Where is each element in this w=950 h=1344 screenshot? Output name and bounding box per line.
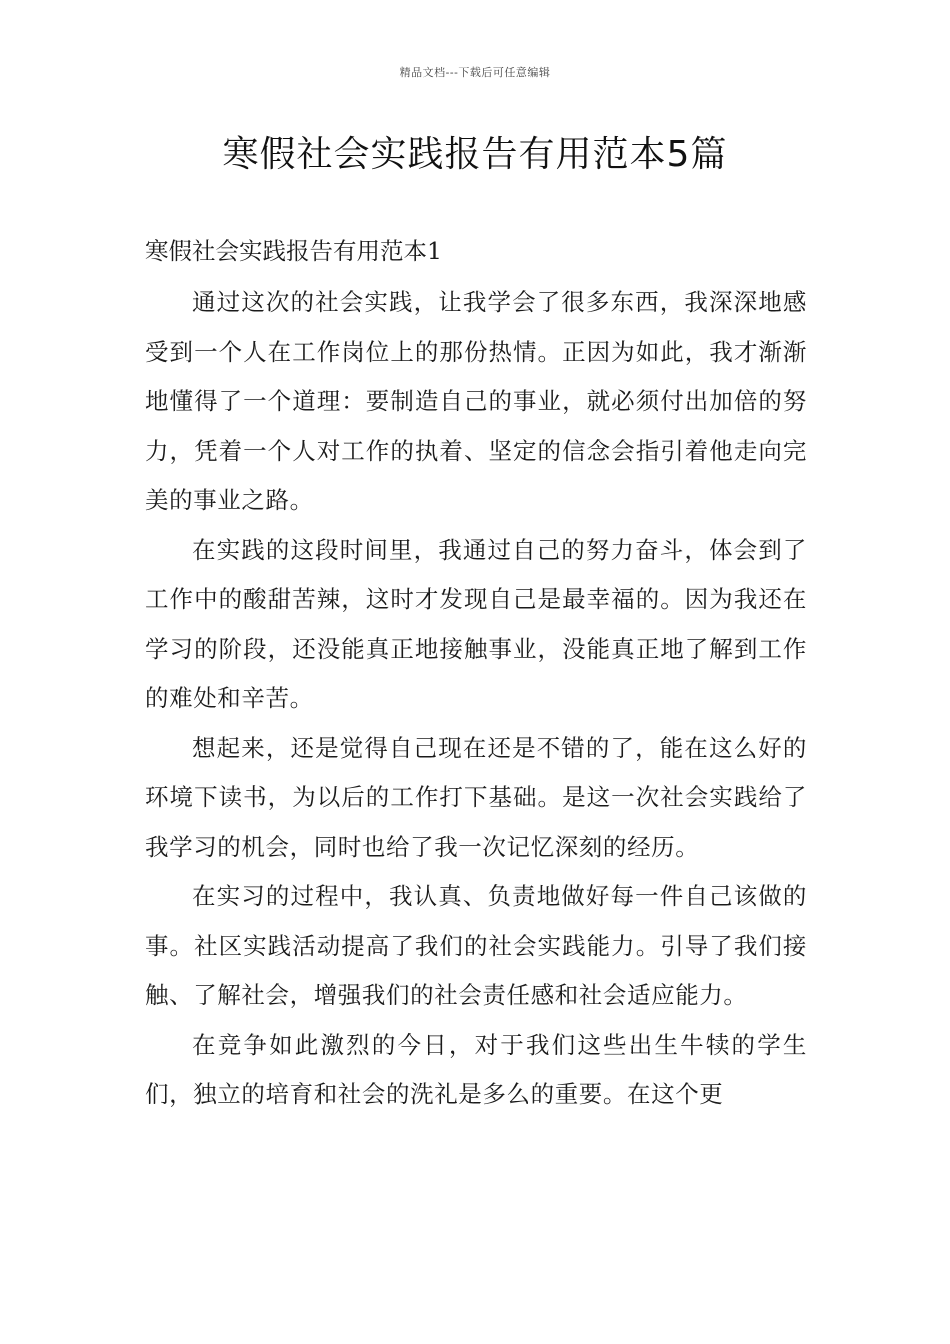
paragraph: 想起来，还是觉得自己现在还是不错的了，能在这么好的环境下读书，为以后的工作打下基础。是这一次社会实践给了我学习的机会，同时也给了我一次记忆深刻的经历。 [145, 733, 807, 861]
header-note: 精品文档---下载后可任意编辑 [399, 66, 551, 79]
document-body [145, 232, 807, 1120]
paragraph: 在实习的过程中，我认真、负责地做好每一件自己该做的事。社区实践活动提高了我们的社会实践能力。引导了我们接触、了解社会，增强我们的社会责任感和社会适应能力。 [145, 882, 807, 1009]
paragraph: 在实践的这段时间里，我通过自己的努力奋斗，体会到了工作中的酸甜苦辣，这时才发现自己是最幸福的。因为我还在学习的阶段，还没能真正地接触事业，没能真正地了解到工作的难处和辛苦。 [145, 535, 807, 712]
document-title: 寒假社会实践报告有用范本5篇 [222, 134, 728, 175]
paragraph: 通过这次的社会实践，让我学会了很多东西，我深深地感受到一个人在工作岗位上的那份热情。正因为如此，我才渐渐地懂得了一个道理：要制造自己的事业，就必须付出加倍的努力，凭着一个人对工作的执着、坚定的信念会指引着他走向完美的事业之路。 [145, 288, 807, 514]
section-heading: 寒假社会实践报告有用范本1 [145, 237, 442, 265]
paragraph: 在竞争如此激烈的今日，对于我们这些出生牛犊的学生们，独立的培育和社会的洗礼是多么的重要。在这个更 [145, 1030, 807, 1108]
